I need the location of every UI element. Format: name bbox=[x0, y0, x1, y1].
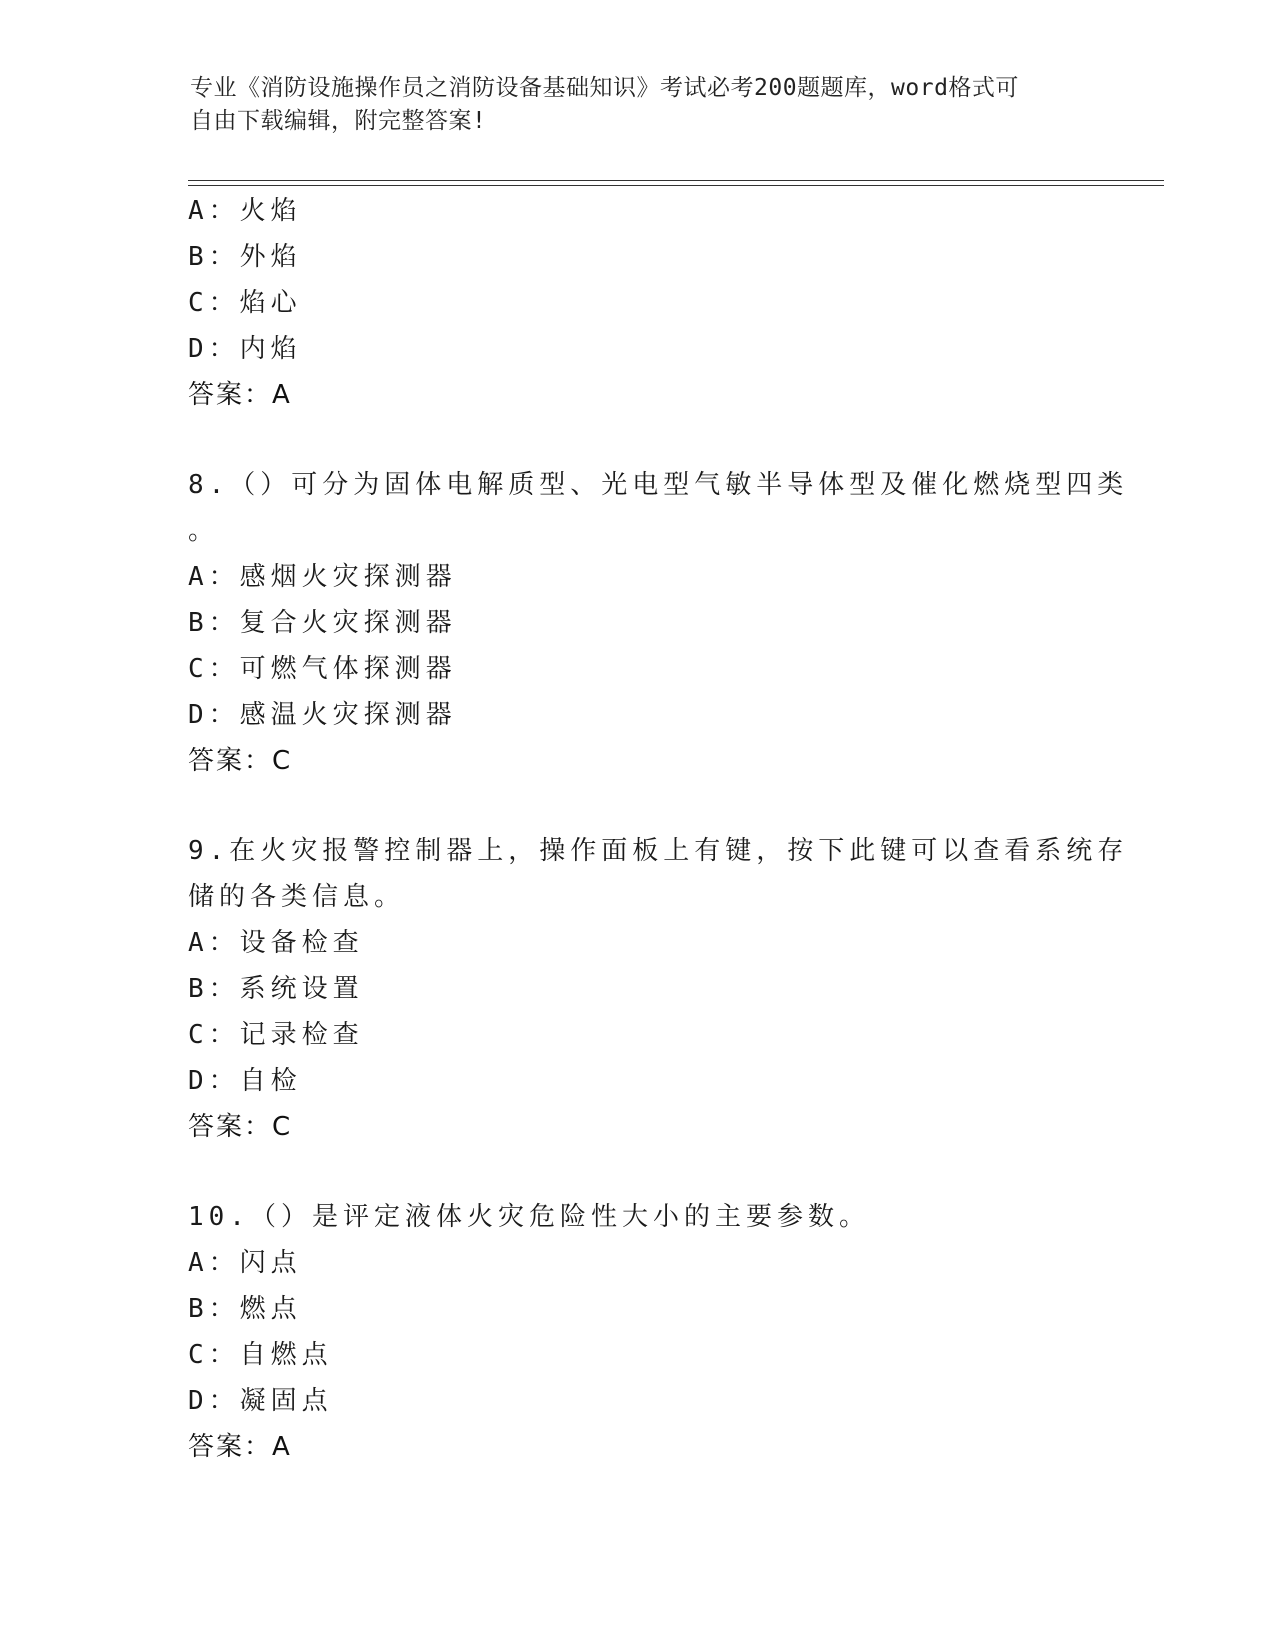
question-8 bbox=[188, 462, 1129, 784]
option-b: B：外焰 bbox=[188, 242, 302, 272]
option-a: A：闪点 bbox=[188, 1248, 302, 1278]
option-c: C：自燃点 bbox=[188, 1340, 333, 1370]
spacer bbox=[188, 784, 1088, 828]
document-header bbox=[190, 72, 1090, 138]
question-stem-line-2: 。 bbox=[188, 516, 220, 546]
option-b: B：系统设置 bbox=[188, 974, 364, 1004]
option-d: D：内焰 bbox=[188, 334, 302, 364]
spacer bbox=[188, 418, 1088, 462]
option-a: A：设备检查 bbox=[188, 928, 364, 958]
option-c: C：可燃气体探测器 bbox=[188, 654, 457, 684]
option-d: D：自检 bbox=[188, 1066, 302, 1096]
option-c: C：焰心 bbox=[188, 288, 302, 318]
option-b: B：复合火灾探测器 bbox=[188, 608, 457, 638]
question-stem-line-1: 8.（）可分为固体电解质型、光电型气敏半导体型及催化燃烧型四类 bbox=[188, 470, 1129, 500]
spacer bbox=[188, 1150, 1088, 1194]
option-a: A：感烟火灾探测器 bbox=[188, 562, 457, 592]
question-9 bbox=[188, 828, 1129, 1150]
question-list bbox=[188, 188, 1129, 1470]
header-title-line-2: 自由下载编辑，附完整答案! bbox=[190, 108, 487, 134]
header-divider bbox=[188, 180, 1164, 186]
answer-line: 答案：A bbox=[188, 380, 292, 410]
question-stem-line-2: 储的各类信息。 bbox=[188, 882, 406, 912]
option-c: C：记录检查 bbox=[188, 1020, 364, 1050]
option-b: B：燃点 bbox=[188, 1294, 302, 1324]
question-stem-line-1: 10.（）是评定液体火灾危险性大小的主要参数。 bbox=[188, 1202, 870, 1232]
question-stem-line-1: 9.在火灾报警控制器上，操作面板上有键，按下此键可以查看系统存 bbox=[188, 836, 1129, 866]
option-a: A：火焰 bbox=[188, 196, 302, 226]
option-d: D：感温火灾探测器 bbox=[188, 700, 457, 730]
answer-line: 答案：C bbox=[188, 1112, 293, 1142]
answer-line: 答案：C bbox=[188, 746, 293, 776]
question-10 bbox=[188, 1194, 1088, 1470]
question-7 bbox=[188, 188, 1088, 418]
header-title-line-1: 专业《消防设施操作员之消防设备基础知识》考试必考200题题库，word格式可 bbox=[190, 75, 1019, 101]
answer-line: 答案：A bbox=[188, 1432, 292, 1462]
option-d: D：凝固点 bbox=[188, 1386, 333, 1416]
